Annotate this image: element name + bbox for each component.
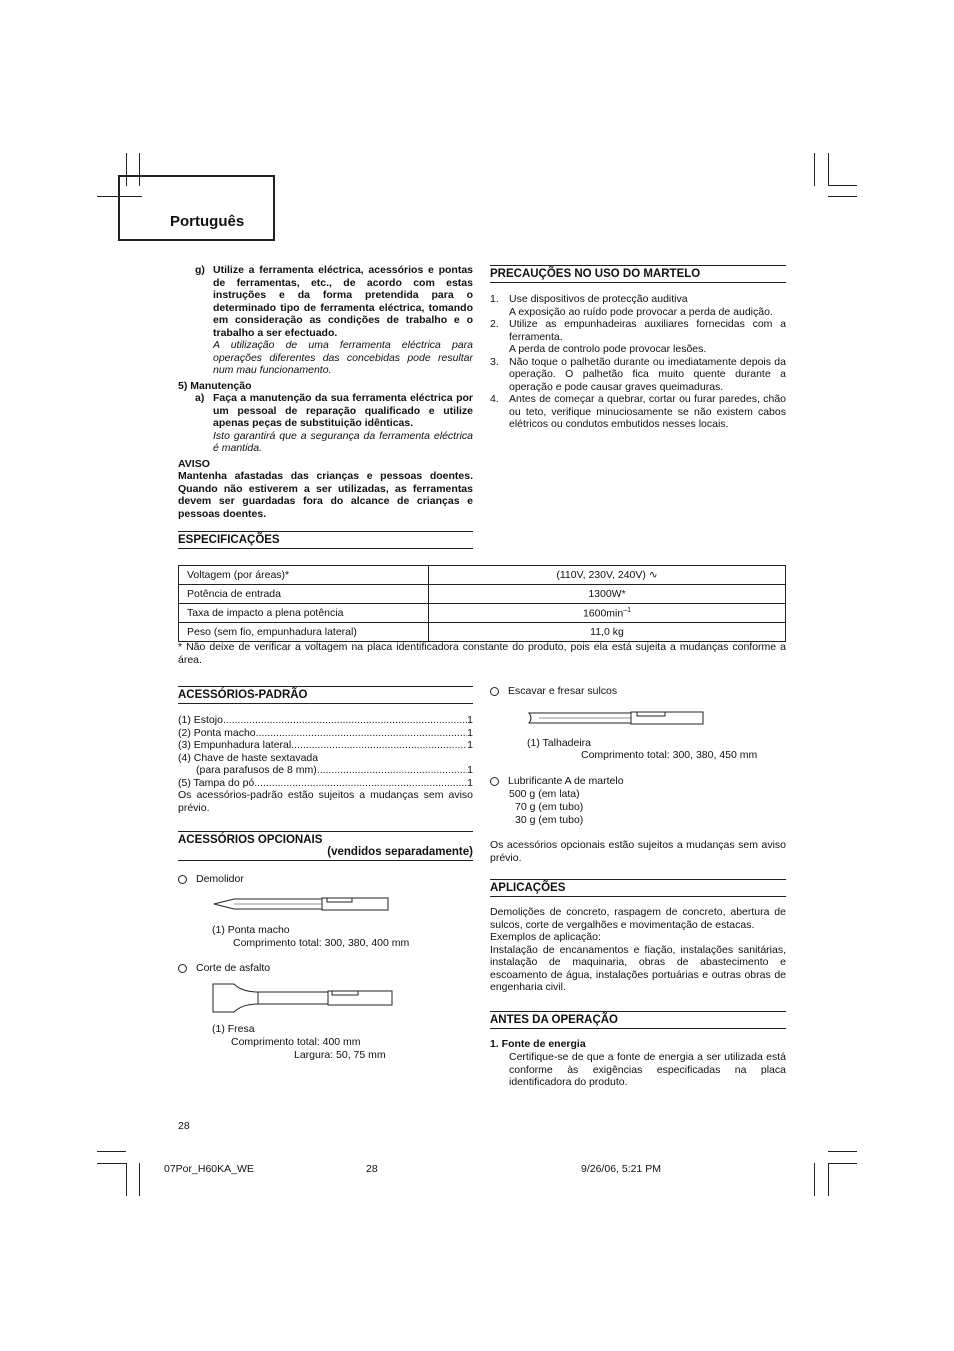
- list-item-number: 2.: [490, 318, 499, 330]
- item-g-label: g): [195, 264, 205, 276]
- spec-value: (110V, 230V, 240V) ∿: [429, 566, 786, 585]
- table-row: [179, 566, 786, 585]
- demolidor-item: (1) Ponta macho: [212, 924, 290, 936]
- list-item: [490, 318, 786, 356]
- demolidor-label: Demolidor: [178, 873, 244, 886]
- lub-2: 70 g (em tubo): [515, 801, 584, 813]
- lub-3: 30 g (em tubo): [515, 814, 584, 826]
- asfalto-label: Corte de asfalto: [178, 962, 270, 975]
- crop-mark: [97, 1163, 126, 1164]
- spec-label: Peso (sem fio, empunhadura lateral): [179, 623, 429, 642]
- specs-table: [178, 565, 786, 642]
- list-item: [490, 356, 786, 394]
- crop-mark: [828, 1163, 829, 1196]
- crop-mark: [97, 1151, 126, 1152]
- hammer-heading: PRECAUÇÕES NO USO DO MARTELO: [490, 265, 786, 283]
- circle-bullet-icon: [490, 687, 499, 696]
- apps-p3: Instalação de encanamentos e fiação, instalações sanitárias, instalação de maquinaria, obras de abastecimento e escoamento de água, instalações portuárias e outras obras de engenharia civil.: [490, 943, 786, 993]
- circle-bullet-icon: [178, 964, 187, 973]
- item-a-bold: Faça a manutenção da sua ferramenta eléctrica por um pessoal de reparação qualificado e utilize apenas peças de substituição idênticas.: [213, 392, 473, 429]
- hammer-list: [490, 293, 786, 431]
- specs-note: * Não deixe de verificar a voltagem na placa identificadora constante do produto, pois ela está sujeita a mudanças conforme a área.: [178, 641, 786, 666]
- before-item-text: Certifique-se de que a fonte de energia a ser utilizada está conforme às exigências especificadas na placa identificadora do produto.: [509, 1051, 786, 1088]
- crop-mark: [828, 1163, 857, 1164]
- escavar-label: Escavar e fresar sulcos: [490, 685, 617, 698]
- table-row: [179, 623, 786, 642]
- item-g: [195, 264, 473, 377]
- chisel-illustration: [527, 709, 705, 727]
- table-row: [179, 585, 786, 604]
- lub-label: Lubrificante A de martelo: [490, 775, 624, 788]
- escavar-item: (1) Talhadeira: [527, 737, 592, 749]
- crop-mark: [139, 1163, 140, 1196]
- aviso-title: AVISO: [178, 458, 210, 470]
- footer-date: 9/26/06, 5:21 PM: [581, 1163, 661, 1175]
- crop-mark: [828, 1151, 857, 1152]
- opt-acc-heading: [178, 831, 473, 861]
- footer-file: 07Por_H60KA_WE: [164, 1163, 254, 1175]
- list-item: (1) Estojo ..... 1: [178, 714, 473, 727]
- list-item: (5) Tampa do pó ..... 1: [178, 777, 473, 790]
- std-acc-note: Os acessórios-padrão estão sujeitos a mudanças sem aviso prévio.: [178, 789, 473, 814]
- list-item-number: 4.: [490, 393, 499, 405]
- crop-mark: [828, 153, 829, 186]
- list-item: (2) Ponta macho ..... 1: [178, 727, 473, 740]
- apps-text: [490, 906, 786, 994]
- crop-mark: [126, 1163, 127, 1196]
- crop-mark: [828, 185, 857, 186]
- before-item-title: 1. Fonte de energia: [490, 1038, 586, 1050]
- section-5-title: 5) Manutenção: [178, 380, 252, 392]
- unit-superscript: –1: [623, 606, 632, 614]
- opt-acc-title: ACESSÓRIOS OPCIONAIS: [178, 834, 323, 846]
- list-item: (3) Empunhadura lateral ..... 1: [178, 739, 473, 752]
- table-row: [179, 604, 786, 623]
- std-acc-list: [178, 714, 473, 814]
- list-item-number: 1.: [490, 293, 499, 305]
- asfalto-length: Comprimento total: 400 mm: [231, 1036, 361, 1048]
- spec-label: Voltagem (por áreas)*: [179, 566, 429, 585]
- list-item-text: Antes de começar a quebrar, cortar ou furar paredes, chão ou teto, verifique minuciosamente se não existem cabos elétricos ou condutos embutidos nesses locais.: [509, 393, 786, 430]
- ac-symbol: ∿: [648, 569, 658, 581]
- item-a-italic: Isto garantirá que a segurança da ferramenta eléctrica é mantida.: [213, 429, 473, 454]
- crop-mark: [814, 153, 815, 186]
- item-a-label: a): [195, 392, 205, 404]
- footer-page: 28: [366, 1163, 378, 1175]
- language-title: Português: [170, 213, 245, 230]
- apps-heading: APLICAÇÕES: [490, 879, 786, 897]
- apps-p2: Exemplos de aplicação:: [490, 931, 601, 943]
- list-item-text: Use dispositivos de protecção auditiva A exposição ao ruído pode provocar a perda de audição.: [509, 293, 773, 318]
- item-a: [195, 392, 473, 455]
- spec-value: 1300W*: [429, 585, 786, 604]
- specs-heading: ESPECIFICAÇÕES: [178, 531, 473, 549]
- asfalto-width: Largura: 50, 75 mm: [294, 1049, 386, 1061]
- opt-acc-subtitle: (vendidos separadamente): [327, 846, 473, 858]
- page-number: 28: [178, 1120, 190, 1132]
- list-item-number: 3.: [490, 355, 499, 368]
- item-g-italic: A utilização de uma ferramenta eléctrica para operações diferentes das concebidas pode resultar num mau funcionamento.: [213, 339, 473, 376]
- asfalto-item: (1) Fresa: [212, 1023, 255, 1035]
- before-heading: ANTES DA OPERAÇÃO: [490, 1011, 786, 1029]
- aviso-text: Mantenha afastadas das crianças e pessoas doentes. Quando não estiverem a ser utilizadas, as ferramentas devem ser guardadas fora do alcance de crianças e pessoas doentes.: [178, 470, 473, 520]
- crop-mark: [828, 196, 857, 197]
- list-item: [490, 393, 786, 431]
- lub-1: 500 g (em lata): [509, 788, 580, 800]
- spade-illustration: [212, 982, 394, 1014]
- std-acc-heading: ACESSÓRIOS-PADRÃO: [178, 686, 473, 704]
- spec-label: Taxa de impacto a plena potência: [179, 604, 429, 623]
- circle-bullet-icon: [490, 777, 499, 786]
- escavar-length: Comprimento total: 300, 380, 450 mm: [581, 749, 758, 761]
- list-item-text: Utilize as empunhadeiras auxiliares fornecidas com a ferramenta. A perda de controlo pode provocar lesões.: [509, 318, 786, 355]
- language-box: [118, 175, 275, 241]
- list-item: (4) Chave de haste sextavada: [178, 751, 319, 764]
- spec-value: 11,0 kg: [429, 623, 786, 642]
- opt-acc-note: Os acessórios opcionais estão sujeitos a mudanças sem aviso prévio.: [490, 839, 786, 864]
- spec-value: $1600\min^{-1}$: [429, 604, 786, 623]
- demolidor-length: Comprimento total: 300, 380, 400 mm: [233, 937, 410, 949]
- circle-bullet-icon: [178, 875, 187, 884]
- apps-p1: Demolições de concreto, raspagem de concreto, abertura de sulcos, corte de vergalhões e movimentação de estacas.: [490, 906, 786, 931]
- list-item: (para parafusos de 8 mm) ..... 1: [178, 764, 473, 777]
- list-item-text: Não toque o palhetão durante ou imediatamente depois da operação. O palhetão fica muito quente durante a operação e pode causar graves queimaduras.: [509, 355, 786, 393]
- crop-mark: [814, 1163, 815, 1196]
- bull-point-illustration: [212, 894, 390, 914]
- spec-label: Potência de entrada: [179, 585, 429, 604]
- list-item: [490, 293, 786, 318]
- item-g-bold: Utilize a ferramenta eléctrica, acessórios e pontas de ferramentas, etc., de acordo com estas instruções e da forma pretendida para o determinado tipo de ferramenta eléctrica, tomando em consideração as condições de trabalho e o trabalho a ser efectuado.: [213, 264, 473, 339]
